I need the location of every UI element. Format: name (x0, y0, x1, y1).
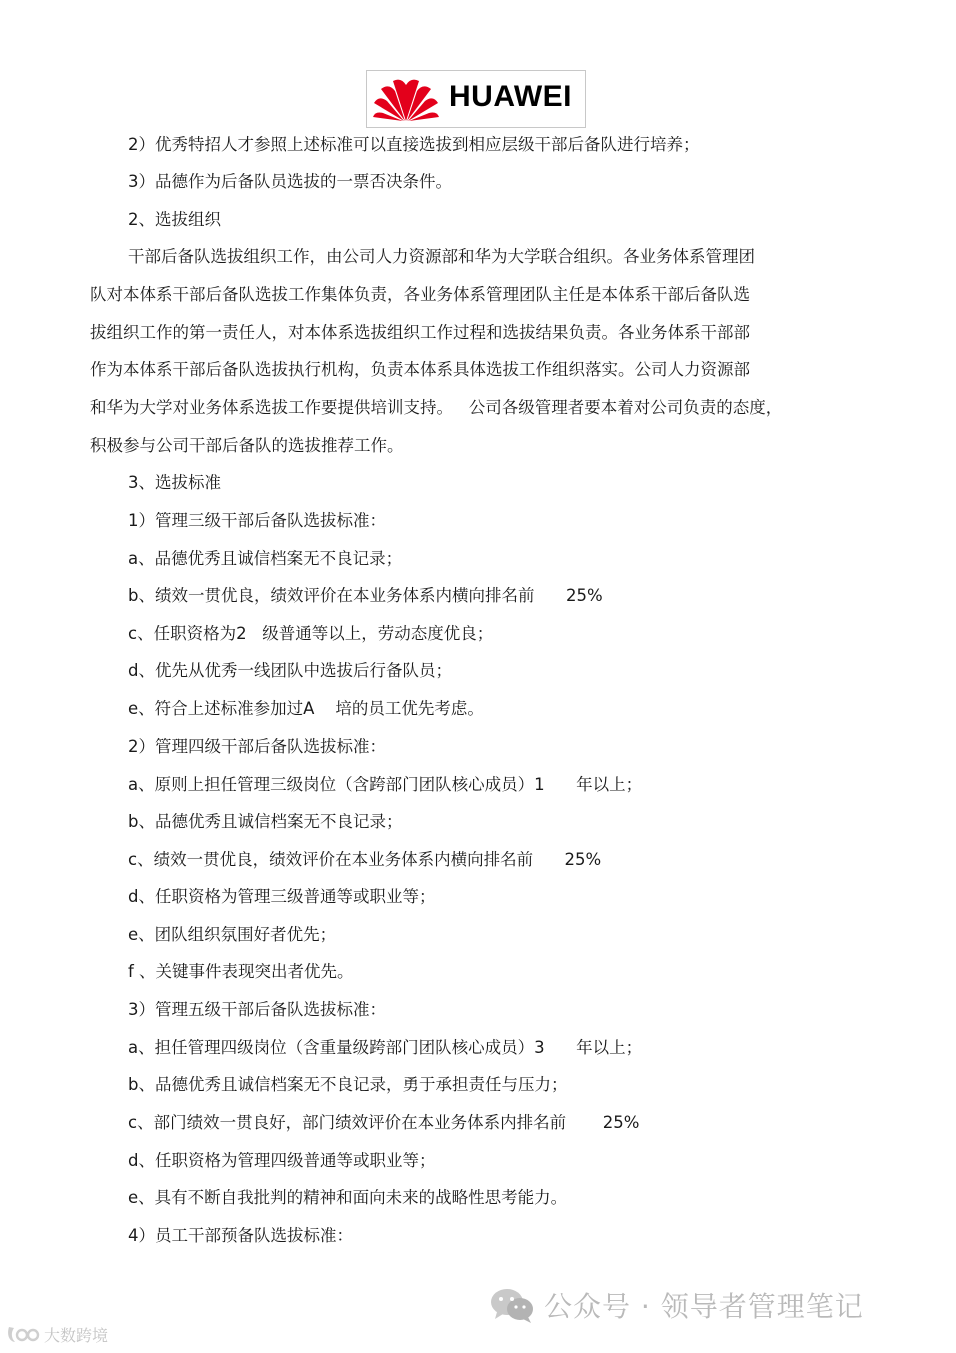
body-line: 拔组织工作的第一责任人，对本体系选拔组织工作过程和选拔结果负责。各业务体系干部部 (90, 323, 750, 342)
brand-name: HUAWEI (449, 80, 572, 113)
list-heading: 3）管理五级干部后备队选拔标准： (128, 1000, 386, 1019)
list-heading: 4）员工干部预备队选拔标准： (128, 1226, 353, 1245)
body-line: 队对本体系干部后备队选拔工作集体负责，各业务体系管理团队主任是本体系干部后备队选 (90, 285, 750, 304)
body-line: 作为本体系干部后备队选拔执行机构，负责本体系具体选拔工作组织落实。公司人力资源部 (90, 360, 750, 379)
list-item: b、绩效一贯优良，绩效评价在本业务体系内横向排名前 25% (128, 586, 603, 605)
section-heading: 2、选拔组织 (128, 210, 221, 229)
body-line: 干部后备队选拔组织工作，由公司人力资源部和华为大学联合组织。各业务体系管理团 (128, 247, 755, 266)
list-heading: 1）管理三级干部后备队选拔标准： (128, 511, 386, 530)
list-heading: 2）管理四级干部后备队选拔标准： (128, 737, 386, 756)
list-item: f 、关键事件表现突出者优先。 (128, 962, 354, 981)
list-item: a、原则上担任管理三级岗位（含跨部门团队核心成员）1 年以上； (128, 775, 643, 794)
list-item: b、品德优秀且诚信档案无不良记录； (128, 812, 403, 831)
wechat-icon (488, 1285, 536, 1325)
section-heading: 3、选拔标准 (128, 473, 221, 492)
watermark-text: 公众号 · 领导者管理笔记 (544, 1290, 864, 1323)
brand-logo-icon (6, 1323, 40, 1345)
huawei-petal-icon (371, 75, 441, 123)
wechat-watermark (488, 1285, 864, 1325)
list-item: a、品德优秀且诚信档案无不良记录； (128, 549, 403, 568)
body-line: 2）优秀特招人才参照上述标准可以直接选拔到相应层级干部后备队进行培养； (128, 135, 700, 154)
list-item: e、团队组织氛围好者优先； (128, 925, 337, 944)
list-item: e、具有不断自我批判的精神和面向未来的战略性思考能力。 (128, 1188, 568, 1207)
body-line: 3）品德作为后备队员选拔的一票否决条件。 (128, 172, 452, 191)
list-item: b、品德优秀且诚信档案无不良记录，勇于承担责任与压力； (128, 1075, 568, 1094)
list-item: c、绩效一贯优良，绩效评价在本业务体系内横向排名前 25% (128, 850, 602, 869)
list-item: c、部门绩效一贯良好，部门绩效评价在本业务体系内排名前 25% (128, 1113, 640, 1132)
corner-watermark-text: 大数跨境 (44, 1325, 109, 1345)
body-line: 积极参与公司干部后备队的选拔推荐工作。 (90, 436, 404, 455)
list-item: d、任职资格为管理四级普通等或职业等； (128, 1151, 436, 1170)
huawei-logo (366, 70, 586, 128)
list-item: a、担任管理四级岗位（含重量级跨部门团队核心成员）3 年以上； (128, 1038, 643, 1057)
body-line: 和华为大学对业务体系选拔工作要提供培训支持。 公司各级管理者要本着对公司负责的态度， (90, 398, 783, 417)
list-item: c、任职资格为2 级普通等以上，劳动态度优良； (128, 624, 494, 643)
list-item: d、任职资格为管理三级普通等或职业等； (128, 887, 436, 906)
corner-watermark (6, 1322, 108, 1346)
list-item: e、符合上述标准参加过A 培的员工优先考虑。 (128, 699, 484, 718)
list-item: d、优先从优秀一线团队中选拔后行备队员； (128, 661, 452, 680)
